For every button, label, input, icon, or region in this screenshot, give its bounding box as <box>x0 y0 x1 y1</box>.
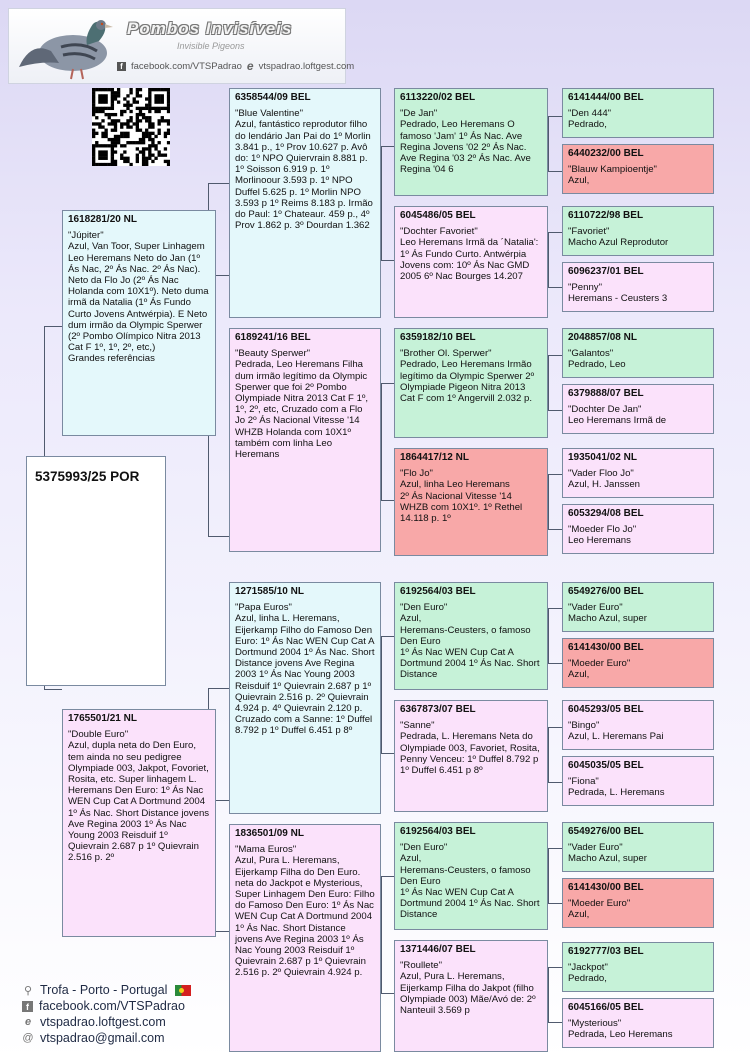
connector-line <box>381 260 394 261</box>
ring-number: 1271585/10 NL <box>235 586 304 597</box>
pedigree-box-dssd[interactable] <box>562 638 714 688</box>
ring-number: 6379888/07 BEL <box>568 388 644 399</box>
contact-footer <box>22 982 191 1046</box>
connector-line <box>548 410 562 411</box>
connector-line <box>548 355 549 410</box>
pedigree-box-sire[interactable] <box>62 210 216 436</box>
pigeon-description: "Galantos" Pedrado, Leo <box>568 348 626 371</box>
brand-subtitle: Invisible Pigeons <box>177 41 245 51</box>
ring-number: 1864417/12 NL <box>400 452 469 463</box>
connector-line <box>548 782 562 783</box>
connector-line <box>548 529 562 530</box>
pedigree-box-sire-dam[interactable] <box>229 328 381 552</box>
pedigree-box-dam-sire[interactable] <box>229 582 381 814</box>
pedigree-box-dsss[interactable] <box>562 582 714 632</box>
connector-line <box>44 689 62 690</box>
footer-email-link[interactable]: vtspadrao@gmail.com <box>40 1031 165 1045</box>
ring-number: 1836501/09 NL <box>235 828 304 839</box>
pedigree-box-ssds[interactable] <box>562 206 714 256</box>
subject-ring-number: 5375993/25 POR <box>35 469 140 484</box>
pigeon-description: "Den Euro" Azul, Heremans-Ceusters, o famoso Den Euro 1º Ás Nac WEN Cup Cat A Dortmund 2004 1º Ás Nac. Short Distance <box>400 842 540 921</box>
portugal-flag-icon <box>175 985 191 996</box>
pigeon-description: "Mysterious" Pedrada, Leo Heremans <box>568 1018 673 1041</box>
facebook-icon: f <box>117 62 126 71</box>
connector-line <box>548 967 549 1022</box>
ring-number: 6440232/00 BEL <box>568 148 644 159</box>
pigeon-description: "Moeder Euro" Azul, <box>568 898 631 921</box>
pedigree-box-sdss[interactable] <box>562 328 714 378</box>
connector-line <box>548 727 562 728</box>
ring-number: 1765501/21 NL <box>68 713 137 724</box>
ring-number: 6045166/05 BEL <box>568 1002 644 1013</box>
pedigree-box-ddd[interactable] <box>394 940 548 1052</box>
pigeon-description: "Papa Euros" Azul, linha L. Heremans, Eijerkamp Filho do Famoso Den Euro: 1º Ás Nac WEN Cup Cat A Dortmund 2004 1º Ás Nac. Short Distance jovens Ave Regina 2003 1º Ás Nac Young 2003 Reisduif 1º Quievrain 2.687 p 1º Quievrain 2.516 p. 2º Quievrain 4.924 p. 4º Quievrain 2.120 p. Cruzado com a Sanne: 1º Duffel 8.792 p 1º Duffel 6.451 p 8º <box>235 602 375 737</box>
ring-number: 6192564/03 BEL <box>400 826 476 837</box>
connector-line <box>548 903 562 904</box>
connector-line <box>208 536 229 537</box>
subject-pigeon-box[interactable] <box>26 456 166 686</box>
pigeon-description: "Dochter De Jan" Leo Heremans Irmã de <box>568 404 667 427</box>
pigeon-description: "Blue Valentine" Azul, fantástico reprodutor filho do lendário Jan Pai do 1º Morlin 3.841 p., 1º Prov 10.627 p. Avô do: 1º NPO Quiervrain 8.881 p. 1º Soisson 6.919 p. 1º Morlinoour 3.593 p. 1º NPO Duffel 5.625 p. 1º Morlin NPO 3.593 p 1º Reims 8.183 p. Irmão do Paul: 1º Chateaur. 459 p., 4º Prov 1.862 p. 3º Dourdan 1.362 <box>235 108 373 232</box>
pedigree-box-sdds[interactable] <box>562 448 714 498</box>
footer-site-link[interactable]: vtspadrao.loftgest.com <box>40 1015 166 1029</box>
connector-line <box>548 967 562 968</box>
pedigree-box-ssdd[interactable] <box>562 262 714 312</box>
pedigree-box-sdsd[interactable] <box>562 384 714 434</box>
pigeon-description: "Brother Ol. Sperwer" Pedrado, Leo Heremans Irmão legítimo da Olympic Sperwer 2º Olympiade Pigeon Nitra 2013 Cat F com 1º Angervill 2.032 p. <box>400 348 535 405</box>
pedigree-box-sds[interactable] <box>394 328 548 438</box>
pedigree-box-dss[interactable] <box>394 582 548 690</box>
ring-number: 1935041/02 NL <box>568 452 637 463</box>
pedigree-box-sddd[interactable] <box>562 504 714 554</box>
connector-line <box>381 993 394 994</box>
pedigree-box-sss[interactable] <box>394 88 548 196</box>
connector-line <box>214 800 229 801</box>
ring-number: 1371446/07 BEL <box>400 944 476 955</box>
pedigree-box-dsds[interactable] <box>562 700 714 750</box>
pigeon-description: "Vader Floo Jo" Azul, H. Janssen <box>568 468 640 491</box>
connector-line <box>548 848 549 903</box>
pedigree-box-dds[interactable] <box>394 822 548 930</box>
connector-line <box>381 753 394 754</box>
brand-site-link[interactable]: vtspadrao.loftgest.com <box>258 60 355 72</box>
pigeon-description: "Roullete" Azul, Pura L. Heremans, Eijerkamp Filha do Jakpot (filho Olympiade 003) Mãe/Avó de: 2º Nanteuil 3.569 p <box>400 960 536 1017</box>
pedigree-box-ssd[interactable] <box>394 206 548 318</box>
connector-line <box>381 636 382 753</box>
brand-title: Pombos Invisíveis <box>127 19 293 38</box>
connector-line <box>381 876 382 993</box>
pigeon-description: "Moeder Euro" Azul, <box>568 658 631 681</box>
ring-number: 6141430/00 BEL <box>568 642 644 653</box>
pedigree-box-dsd[interactable] <box>394 700 548 812</box>
pigeon-description: "Dochter Favoriet" Leo Heremans Irmã da ´Natalia': 1º Ás Fundo Curto. Antwérpia Jovens com: 10º Ás Nac GMD 2005 6º Nac Bourges 14.207 <box>400 226 539 283</box>
pigeon-description: "Penny" Heremans - Ceusters 3 <box>568 282 668 305</box>
pedigree-box-dsdd[interactable] <box>562 756 714 806</box>
ring-number: 6549276/00 BEL <box>568 826 644 837</box>
pedigree-box-sire-sire[interactable] <box>229 88 381 318</box>
pigeon-description: "Vader Euro" Macho Azul, super <box>568 842 647 865</box>
pedigree-box-dddd[interactable] <box>562 998 714 1048</box>
ring-number: 6045486/05 BEL <box>400 210 476 221</box>
ring-number: 6359182/10 BEL <box>400 332 476 343</box>
location-pin-icon: ⚲ <box>23 984 33 997</box>
ring-number: 6192777/03 BEL <box>568 946 644 957</box>
connector-line <box>208 688 229 689</box>
connector-line <box>214 275 229 276</box>
ring-number: 6096237/01 BEL <box>568 266 644 277</box>
pedigree-box-ddss[interactable] <box>562 822 714 872</box>
pedigree-box-ddsd[interactable] <box>562 878 714 928</box>
footer-location: Trofa - Porto - Portugal <box>40 983 168 997</box>
ring-number: 6045035/05 BEL <box>568 760 644 771</box>
pigeon-description: "Moeder Flo Jo" Leo Heremans <box>568 524 637 547</box>
connector-line <box>548 848 562 849</box>
ring-number: 6110722/98 BEL <box>568 210 644 221</box>
pigeon-description: "Fiona" Pedrada, L. Heremans <box>568 776 665 799</box>
pedigree-box-sssd[interactable] <box>562 144 714 194</box>
connector-line <box>208 183 229 184</box>
connector-line <box>548 116 549 171</box>
ring-number: 1618281/20 NL <box>68 214 137 225</box>
pigeon-description: "Jackpot" Pedrado, <box>568 962 608 985</box>
pigeon-description: "Den 444" Pedrado, <box>568 108 612 131</box>
pigeon-description: "Júpiter" Azul, Van Toor, Super Linhagem Leo Heremans Neto do Jan (1º Ás Nac, 2º Ás Nac. 2º Ás Nac). Neto da Flo Jo (2º Ás Nac Holanda com 10X1º). Neto duma irmã da Natalia (1º Ás Fundo Curto Jovens Antwérpia). E Neto dum irmão da Olympic Sperwer (2º Pombo Olímpico Nitra 2013 Cat F 1º, 1º, 2º, etc,) Grandes referências <box>68 230 209 365</box>
connector-line <box>548 727 549 782</box>
connector-line <box>548 287 562 288</box>
connector-line <box>548 474 562 475</box>
brand-facebook-link[interactable]: facebook.com/VTSPadrao <box>131 60 242 72</box>
ring-number: 6367873/07 BEL <box>400 704 476 715</box>
connector-line <box>381 876 394 877</box>
pigeon-description: "Blauw Kampioentje" Azul, <box>568 164 657 187</box>
connector-line <box>381 383 394 384</box>
ring-number: 6189241/16 BEL <box>235 332 311 343</box>
pedigree-box-ddds[interactable] <box>562 942 714 992</box>
ring-number: 6045293/05 BEL <box>568 704 644 715</box>
pigeon-description: "Sanne" Pedrada, L. Heremans Neta do Olympiade 003, Favoriet, Rosita, Penny Venceu: 1º Duffel 8.792 p 1º Duffel 6.451 p 8º <box>400 720 540 777</box>
ring-number: 2048857/08 NL <box>568 332 637 343</box>
connector-line <box>548 608 562 609</box>
connector-line <box>44 326 62 327</box>
pedigree-box-dam[interactable] <box>62 709 216 937</box>
pigeon-description: "De Jan" Pedrado, Leo Heremans O famoso 'Jam' 1º Ás Nac. Ave Regina Jovens '02 2º Ás Nac. Ave Regina '03 2º Ás Nac. Ave Regina '04 6 <box>400 108 531 176</box>
pigeon-description: "Bingo" Azul, L. Heremans Pai <box>568 720 664 743</box>
pedigree-box-ssss[interactable] <box>562 88 714 138</box>
site-e-icon: e <box>246 59 254 73</box>
ring-number: 6358544/09 BEL <box>235 92 311 103</box>
connector-line <box>548 171 562 172</box>
ring-number: 6141430/00 BEL <box>568 882 644 893</box>
footer-facebook-link[interactable]: facebook.com/VTSPadrao <box>39 999 185 1013</box>
pigeon-description: "Den Euro" Azul, Heremans-Ceusters, o famoso Den Euro 1º Ás Nac WEN Cup Cat A Dortmund 2004 1º Ás Nac. Short Distance <box>400 602 540 681</box>
pigeon-description: "Flo Jo" Azul, linha Leo Heremans 2º Ás Nacional Vitesse '14 WHZB com 10X1º. 1º Rethel 14.118 p. 1º <box>400 468 523 525</box>
connector-line <box>548 355 562 356</box>
facebook-icon: f <box>22 1001 33 1012</box>
pigeon-description: "Beauty Sperwer" Pedrada, Leo Heremans Filha dum irmão legítimo da Olympic Sperwer que foi 2º Pombo Olympiade Nitra 2013 Cat F 1º, 1º, 2º, etc, Cruzado com a Flo Jo 2º Ás Nacional Vitesse '14 WHZB Holanda com 10X1º também com linha Leo Heremans <box>235 348 369 461</box>
connector-line <box>548 1022 562 1023</box>
pigeon-description: "Double Euro" Azul, dupla neta do Den Euro, tem ainda no seu pedigree Olympiade 003, Jakpot, Fovoriet, Rosita, etc. Super linhagem L. Heremans Den Euro: 1º Ás Nac WEN Cup Cat A Dortmund 2004 1º Ás Nac. Short Distance jovens Ave Regina 2003 1º Ás Nac Young 2003 Reisduif 1º Quievrain 2.687 p 1º Quievrain 2.516 p. 2º <box>68 729 210 864</box>
pedigree-box-dam-dam[interactable] <box>229 824 381 1052</box>
ring-number: 6053294/08 BEL <box>568 508 644 519</box>
pigeon-description: "Favoriet" Macho Azul Reprodutor <box>568 226 669 249</box>
ring-number: 6141444/00 BEL <box>568 92 644 103</box>
connector-line <box>548 232 562 233</box>
site-e-icon: e <box>24 1016 32 1028</box>
ring-number: 6549276/00 BEL <box>568 586 644 597</box>
connector-line <box>381 146 394 147</box>
brand-links <box>117 59 354 73</box>
pedigree-box-sdd[interactable] <box>394 448 548 556</box>
connector-line <box>381 500 394 501</box>
ring-number: 6192564/03 BEL <box>400 586 476 597</box>
connector-line <box>381 383 382 500</box>
brand-banner <box>8 8 355 84</box>
pigeon-description: "Mama Euros" Azul, Pura L. Heremans, Eijerkamp Filha do Den Euro. neta do Jackpot e Mysterious, Super Linhagem Den Euro: Filho do Famoso Den Euro: 1º Ás Nac WEN Cup Cat A Dortmund 2004 1º Ás Nac. Short Distance jovens Ave Regina 2003 1º Ás Nac Young 2003 Reisduif 1º Quievrain 2.687 p 1º Quievrain 2.516 p. 2º Quievrain 4.924 p. <box>235 844 375 979</box>
connector-line <box>381 636 394 637</box>
email-at-icon: @ <box>22 1032 34 1044</box>
connector-line <box>548 232 549 287</box>
connector-line <box>548 116 562 117</box>
connector-line <box>548 663 562 664</box>
connector-line <box>548 608 549 663</box>
qr-code <box>92 88 170 166</box>
ring-number: 6113220/02 BEL <box>400 92 476 103</box>
connector-line <box>548 474 549 529</box>
pigeon-logo-icon <box>11 11 121 83</box>
connector-line <box>381 146 382 260</box>
pigeon-description: "Vader Euro" Macho Azul, super <box>568 602 647 625</box>
